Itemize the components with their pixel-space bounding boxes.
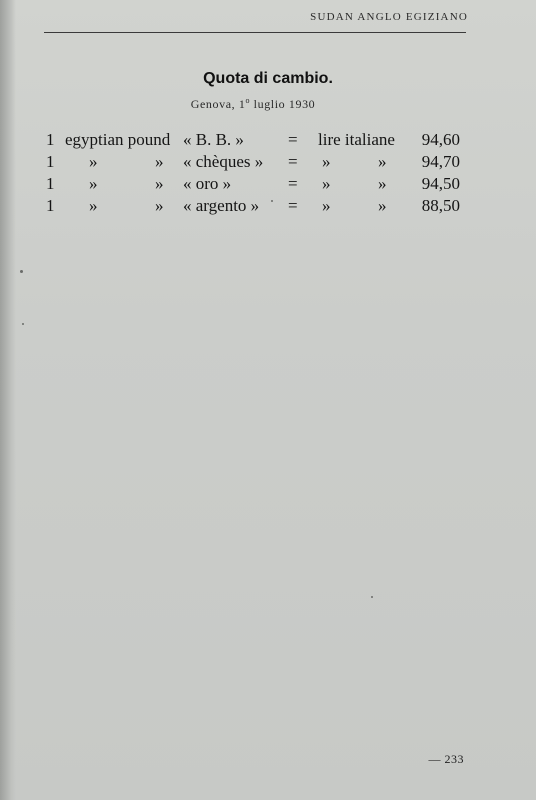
ditto-mark: » (378, 196, 387, 215)
rate-equals: = (288, 174, 298, 193)
page-title: Quota di cambio. (203, 70, 333, 87)
rate-row-bb (0, 130, 536, 152)
ditto-mark: » (378, 174, 387, 193)
ditto-mark: » (322, 152, 331, 171)
date-place: Genova, 1 (190, 97, 246, 111)
ditto-mark: » (89, 152, 98, 171)
rate-equals: = (288, 152, 298, 171)
running-head: SUDAN ANGLO EGIZIANO (310, 11, 468, 23)
paper-speck (271, 200, 273, 202)
ditto-mark: » (155, 174, 164, 193)
rate-value: 94,60 (421, 130, 460, 149)
ditto-mark: » (322, 174, 331, 193)
rate-quantity: 1 (46, 196, 55, 215)
rate-row-oro (0, 174, 536, 196)
rate-quantity: 1 (46, 130, 55, 149)
paper-speck (20, 270, 23, 273)
rate-row-cheques (0, 152, 536, 174)
date-rest: luglio 1930 (250, 97, 316, 111)
ditto-mark: » (378, 152, 387, 171)
rate-value: 94,70 (421, 152, 460, 171)
date-superscript: o (245, 96, 251, 105)
rate-quantity: 1 (46, 152, 55, 171)
rate-unit: egyptian pound (65, 130, 171, 149)
rate-quantity: 1 (46, 174, 55, 193)
ditto-mark: » (155, 196, 164, 215)
rate-kind: « chèques » (183, 152, 264, 171)
header-rule (44, 32, 466, 33)
rate-kind: « argento » (183, 196, 260, 215)
paper-speck (22, 323, 24, 325)
page-number: — 233 (428, 752, 464, 766)
rate-currency: lire italiane (318, 130, 395, 149)
rate-kind: « B. B. » (183, 130, 244, 149)
rate-equals: = (288, 130, 298, 149)
rate-kind: « oro » (183, 174, 232, 193)
exchange-rate-table (0, 130, 536, 218)
rate-value: 88,50 (421, 196, 460, 215)
rate-value: 94,50 (421, 174, 460, 193)
ditto-mark: » (89, 196, 98, 215)
ditto-mark: » (322, 196, 331, 215)
ditto-mark: » (89, 174, 98, 193)
paper-speck (371, 596, 373, 598)
rate-row-argento (0, 196, 536, 218)
date-line (0, 96, 506, 112)
ditto-mark: » (155, 152, 164, 171)
rate-equals: = (288, 196, 298, 215)
